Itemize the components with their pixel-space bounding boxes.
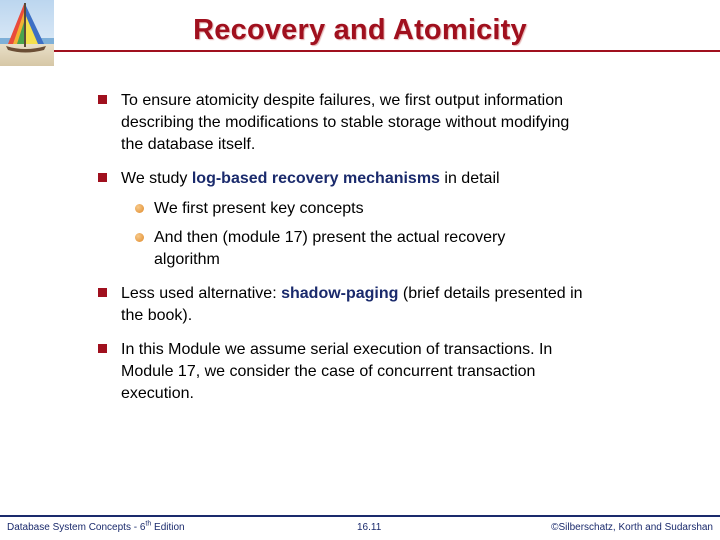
slide-content bbox=[0, 90, 720, 405]
bullet-text: To ensure atomicity despite failures, we first output information describing the modifications to stable storage without modifying the database itself. bbox=[121, 92, 570, 153]
bullet-item bbox=[0, 339, 720, 405]
bullet-text bbox=[121, 168, 591, 190]
bullet-text: In this Module we assume serial execution of transactions. In Module 17, we consider the case of concurrent transaction execution. bbox=[121, 341, 553, 402]
footer-superscript: th bbox=[145, 520, 152, 528]
dot-bullet-icon bbox=[135, 233, 144, 242]
bullet-text-part: We study bbox=[121, 170, 192, 187]
bullet-text bbox=[121, 283, 591, 327]
square-bullet-icon bbox=[98, 288, 107, 297]
bullet-text-part: (brief details presented in the book). bbox=[121, 285, 583, 324]
bullet-item bbox=[0, 168, 720, 190]
square-bullet-icon bbox=[98, 344, 107, 353]
bullet-item bbox=[0, 283, 720, 327]
square-bullet-icon bbox=[98, 173, 107, 182]
footer-book-title bbox=[7, 522, 185, 533]
sub-bullet-item bbox=[0, 198, 720, 220]
highlight-term: log-based recovery mechanisms bbox=[191, 170, 440, 187]
highlight-term: shadow-paging bbox=[281, 285, 399, 302]
sub-bullet-text: We first present key concepts bbox=[154, 200, 364, 217]
footer-divider bbox=[0, 515, 720, 517]
sub-bullet-text: And then (module 17) present the actual recovery algorithm bbox=[154, 229, 506, 268]
dot-bullet-icon bbox=[135, 204, 144, 213]
footer-text: Database System Concepts - 6 bbox=[7, 522, 146, 533]
copyright: ©Silberschatz, Korth and Sudarshan bbox=[551, 522, 713, 533]
slide-title: Recovery and Atomicity bbox=[193, 14, 527, 46]
page-number: 16.11 bbox=[357, 522, 382, 533]
footer-text: Edition bbox=[151, 522, 185, 533]
bullet-text-part: Less used alternative: bbox=[121, 285, 282, 302]
sub-bullet-item bbox=[0, 227, 720, 271]
title-divider bbox=[54, 50, 720, 52]
bullet-text-part: in detail bbox=[439, 170, 500, 187]
bullet-item bbox=[0, 90, 720, 156]
square-bullet-icon bbox=[98, 95, 107, 104]
